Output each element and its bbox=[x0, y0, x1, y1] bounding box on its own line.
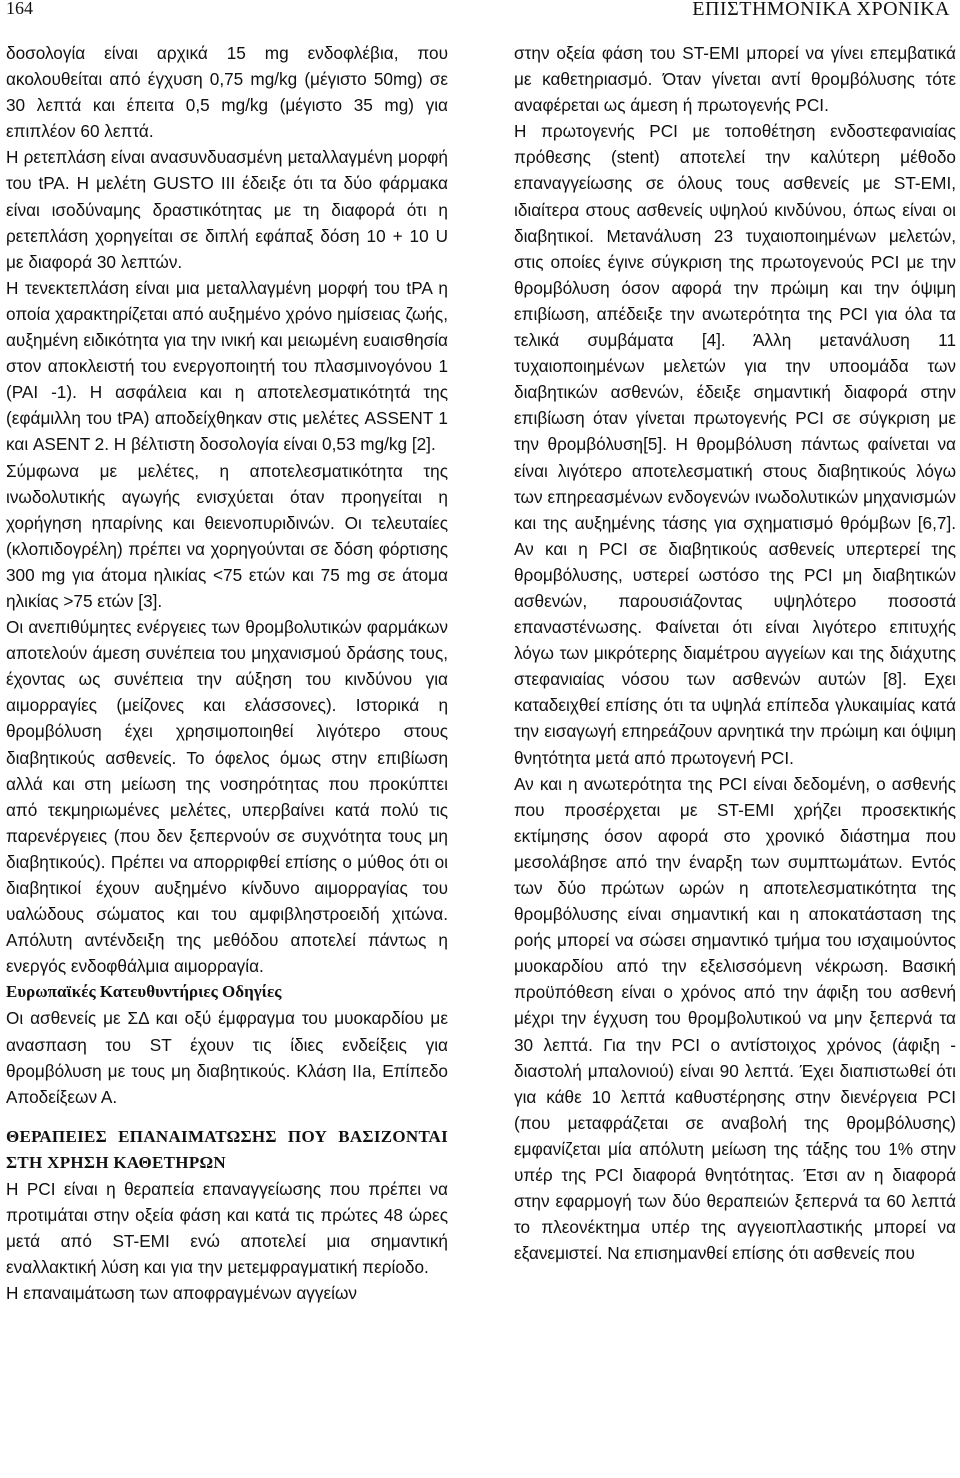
running-header: ΕΠΙΣΤΗΜΟΝΙΚΑ ΧΡΟΝΙΚΑ bbox=[692, 0, 950, 20]
paragraph: Η πρωτογενής PCI με τοποθέτηση ενδοστεφανιαίας πρόθεσης (stent) αποτελεί την καλύτερη μέθοδο επαναγγείωσης σε όλους τους ασθενείς με ST-EMI, ιδιαίτερα στους ασθενείς υψηλού κινδύνου, όπως είναι οι διαβητικοί. Μετανάλυση 23 τυχαιοποιημένων μελετών, στις οποίες έγινε σύγκριση της πρωτογενούς PCI με την θρομβόλυση όσον αφορά την πρώιμη και την όψιμη επιβίωση, απέδειξε την ανωτερότητα της PCI για όλα τα τελικά συμβάματα [4]. Άλλη μετανάλυση 11 τυχαιοποιημένων μελετών για την υποομάδα των διαβητικών ασθενών, έδειξε σημαντική διαφορά στην επιβίωση όταν γίνεται πρωτογενής PCI σε σύγκριση με την θρομβόλυση[5]. Η θρομβόλυση πάντως φαίνεται να είναι λιγότερο αποτελεσματική στους διαβητικούς λόγω των επηρεασμένων ενδογενών ινωδολυτικών μηχανισμών και της αυξημένης τάσης για σχηματισμό θρόμβων [6,7]. Αν και η PCI σε διαβητικούς ασθενείς υπερτερεί της θρομβόλυσης, υστερεί ωστόσο της PCI μη διαβητικών ασθενών, παρουσιάζοντας υψηλότερο ποσοστά επαναστένωσης. Φαίνεται ότι είναι λιγότερο επιτυχής λόγω των μικρότερης διαμέτρου αγγείων και της διάχυτης στεφανιαίας νόσου των ασθενών αυτών [8]. Εχει καταδειχθεί επίσης ότι τα υψηλά επίπεδα γλυκαιμίας κατά την εισαγωγή επηρεάζουν αρνητικά την πρώιμη και όψιμη θνητότητα μετά από πρωτογενή PCI. bbox=[514, 121, 956, 768]
paragraph: Αν και η ανωτερότητα της PCI είναι δεδομένη, ο ασθενής που προσέρχεται με ST-EMI χρήζει προσεκτικής εκτίμησης όσον αφορά στο χρονικό διάστημα που μεσολάβησε από την έναρξη των συμπτωμάτων. Εντός των δύο πρώτων ωρών η αποτελεσματικότητα της θρομβόλυσης είναι σημαντική και η αποκατάσταση της ροής μπορεί να σώσει σημαντικό τμήμα του ισχαιμούντος μυοκαρδίου από την εξελισσόμενη νέκρωση. Βασική προϋπόθεση είναι ο χρόνος από την άφιξη του ασθενή μέχρι την έγχυση του θρομβολυτικού να μην ξεπερνά τα 30 λεπτά. Για την PCI ο αντίστοιχος χρόνος (άφιξη - διαστολή μπαλονιού) είναι 90 λεπτά. Έχει διαπιστωθεί ότι για κάθε 10 λεπτά καθυστέρησης στην διενέργεια PCI (που μεταφράζεται σε αναβολή της θρομβόλυσης) εμφανίζεται μία απόλυτη μείωση της τάξης του 1% στην υπέρ της PCI διαφορά θνητότητας. Έτσι αν η διαφορά στην εφαρμογή των δύο θεραπειών ξεπερνά τα 60 λεπτά το πλεονέκτημα υπέρ της αγγειοπλαστικής μπορεί να εξανεμιστεί. Να επισημανθεί επίσης ότι ασθενείς που bbox=[514, 773, 956, 1264]
paragraph: στην οξεία φάση του ST-EMI μπορεί να γίνει επεμβατικά με καθετηριασμό. Όταν γίνεται αντί θρομβόλυσης τότε αναφέρεται ως άμεση ή πρωτογενής PCI. bbox=[514, 43, 956, 116]
page-number: 164 bbox=[6, 0, 33, 18]
right-column bbox=[514, 40, 956, 1266]
paragraph: Η ρετεπλάση είναι ανασυνδυασμένη μεταλλαγμένη μορφή του tPA. Η μελέτη GUSTO III έδειξε ότι τα δύο φάρμακα είναι ισοδύναμης δραστικότητας με τη διαφορά ότι η ρετεπλάση χορηγείται σε διπλή εφάπαξ δόση 10 + 10 U με διαφορά 30 λεπτών. bbox=[6, 147, 448, 272]
paragraph: Η επαναιμάτωση των αποφραγμένων αγγείων bbox=[6, 1283, 357, 1304]
paragraph: Σύμφωνα με μελέτες, η αποτελεσματικότητα της ινωδολυτικής αγωγής ενισχύεται όταν προηγείται η χορήγηση ηπαρίνης και θειενοπυριδινών. Οι τελευταίες (κλοπιδογρέλη) πρέπει να χορηγούνται σε δόση φόρτισης 300 mg για άτομα ηλικίας <75 ετών και 75 mg σε άτομα ηλικίας >75 ετών [3]. bbox=[6, 460, 448, 611]
section-heading-european-guidelines: Ευρωπαϊκές Κατευθυντήριες Οδηγίες bbox=[6, 982, 282, 1002]
section-heading-catheter-therapies: ΘΕΡΑΠΕΙΕΣ ΕΠΑΝΑΙΜΑΤΩΣΗΣ ΠΟΥ ΒΑΣΙΖΟΝΤΑΙ ΣΤΗ ΧΡΗΣΗ ΚΑΘΕΤΗΡΩΝ bbox=[6, 1126, 448, 1172]
paragraph: Οι ανεπιθύμητες ενέργειες των θρομβολυτικών φαρμάκων αποτελούν άμεση συνέπεια του μηχανισμού δράσης τους, έχοντας ως συνέπεια την αύξηση του κινδύνου για αιμορραγίες (μείζονες και ελάσσονες). Ιστορικά η θρομβόλυση έχει χρησιμοποιηθεί λιγότερο στους διαβητικούς ασθενείς. Το όφελος όμως στην επιβίωση αλλά και στη μείωση της νοσηρότητας που προκύπτει από τεκμηριωμένες μελέτες, υπερβαίνει κατά πολύ τις παρενέργειες (που δεν ξεπερνούν σε συχνότητα τους μη διαβητικούς). Πρέπει να απορριφθεί επίσης ο μύθος ότι οι διαβητικοί έχουν αυξημένο κίνδυνο αιμορραγίας του υαλώδους σώματος και του αμφιβληστροειδή χιτώνα. Απόλυτη αντένδειξη της μεθόδου αποτελεί πάντως η ενεργός ενδοφθάλμια αιμορραγία. bbox=[6, 617, 448, 977]
paragraph: δοσολογία είναι αρχικά 15 mg ενδοφλέβια, που ακολουθείται από έγχυση 0,75 mg/kg (μέγιστο 50mg) σε 30 λεπτά και έπειτα 0,5 mg/kg (μέγιστο 35 mg) για επιπλέον 60 λεπτά. bbox=[6, 43, 448, 142]
left-column bbox=[6, 40, 448, 1307]
paragraph: Η PCI είναι η θεραπεία επαναγγείωσης που πρέπει να προτιμάται στην οξεία φάση και κατά τις πρώτες 48 ώρες μετά από ST-EMI ενώ αποτελεί μια σημαντική εναλλακτική λύση και για την μετεμφραγματική περίοδο. bbox=[6, 1179, 448, 1278]
paragraph: Οι ασθενείς με ΣΔ και οξύ έμφραγμα του μυοκαρδίου με ανασπαση του ST έχουν τις ίδιες ενδείξεις για θρομβόλυση με τους μη διαβητικούς. Κλάση IIa, Επίπεδο Αποδείξεων Α. bbox=[6, 1008, 448, 1107]
paragraph: Η τενεκτεπλάση είναι μια μεταλλαγμένη μορφή του tPA η οποία χαρακτηρίζεται από αυξημένο χρόνο ημίσειας ζωής, αυξημένη ειδικότητα για την ινική και μειωμένη ευαισθησία στον αποκλειστή του ενεργοποιητή του πλασμινογόνου 1 (PAI -1). Η ασφάλεια και η αποτελεσματικότητά της (εφάμιλλη του tPA) αποδείχθηκαν στις μελέτες ASSENT 1 και ASENT 2. Η βέλτιστη δοσολογία είναι 0,53 mg/kg [2]. bbox=[6, 277, 448, 455]
